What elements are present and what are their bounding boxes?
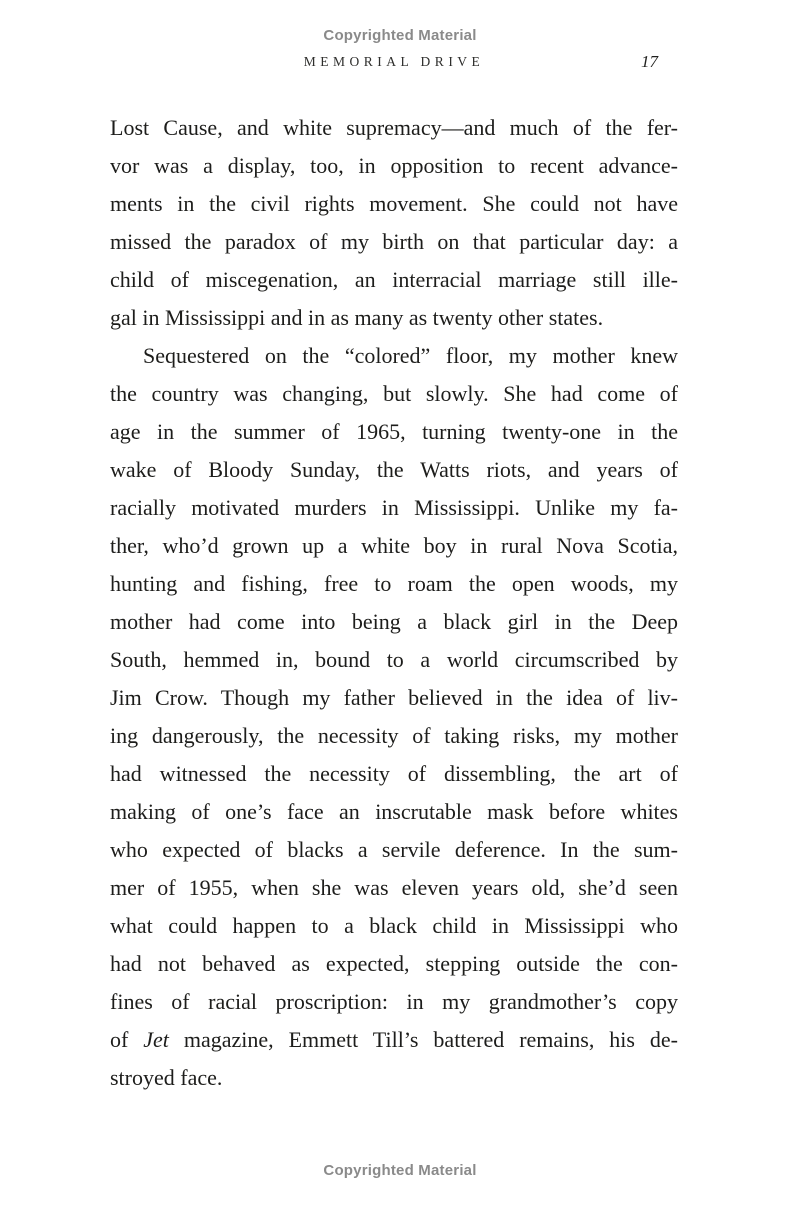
- text-segment: wake of Bloody Sunday, the Watts riots, and years of: [110, 457, 678, 482]
- text-line: [110, 641, 678, 679]
- text-segment: South, hemmed in, bound to a world circumscribed by: [110, 647, 678, 672]
- text-line: [110, 223, 678, 261]
- text-segment: missed the paradox of my birth on that particular day: a: [110, 229, 678, 254]
- text-line: [110, 831, 678, 869]
- running-header: [110, 53, 678, 71]
- text-line: [110, 489, 678, 527]
- text-segment: Jim Crow. Though my father believed in the idea of liv-: [110, 685, 678, 710]
- text-line: [110, 907, 678, 945]
- text-line: [110, 679, 678, 717]
- text-segment: mer of 1955, when she was eleven years old, she’d seen: [110, 875, 678, 900]
- text-segment: had witnessed the necessity of dissembling, the art of: [110, 761, 678, 786]
- text-line: [110, 299, 678, 337]
- text-segment: age in the summer of 1965, turning twenty-one in the: [110, 419, 678, 444]
- text-line: [110, 451, 678, 489]
- text-segment: magazine, Emmett Till’s battered remains, his de-: [168, 1027, 679, 1052]
- text-line: [110, 945, 678, 983]
- text-line: [110, 717, 678, 755]
- text-segment: ments in the civil rights movement. She could not have: [110, 191, 678, 216]
- text-line: [110, 1059, 678, 1097]
- text-segment: Sequestered on the “colored” floor, my mother knew: [143, 343, 678, 368]
- text-segment: what could happen to a black child in Mississippi who: [110, 913, 678, 938]
- running-header-title: MEMORIAL DRIVE: [303, 54, 485, 69]
- text-segment: gal in Mississippi and in as many as twenty other states.: [110, 305, 604, 330]
- text-line: [110, 413, 678, 451]
- text-segment: ing dangerously, the necessity of taking risks, my mother: [110, 723, 678, 748]
- text-line: [110, 755, 678, 793]
- text-line: [110, 375, 678, 413]
- page-number: 17: [641, 52, 658, 71]
- text-line: [110, 565, 678, 603]
- italic-text: Jet: [143, 1027, 169, 1052]
- paragraph: [110, 109, 678, 337]
- text-line: [110, 261, 678, 299]
- text-segment: Lost Cause, and white supremacy—and much of the fer-: [110, 115, 678, 140]
- paragraph: [110, 337, 678, 1097]
- text-segment: stroyed face.: [110, 1065, 223, 1090]
- text-line: [110, 1021, 678, 1059]
- text-line: [110, 109, 678, 147]
- text-segment: making of one’s face an inscrutable mask before whites: [110, 799, 678, 824]
- text-segment: vor was a display, too, in opposition to recent advance-: [110, 153, 678, 178]
- text-segment: who expected of blacks a servile deference. In the sum-: [110, 837, 678, 862]
- body-text: [110, 109, 678, 1097]
- text-segment: hunting and fishing, free to roam the open woods, my: [110, 571, 678, 596]
- copyright-notice-top: Copyrighted Material: [323, 27, 477, 44]
- text-segment: racially motivated murders in Mississippi. Unlike my fa-: [110, 495, 678, 520]
- text-segment: child of miscegenation, an interracial marriage still ille-: [110, 267, 678, 292]
- copyright-notice-bottom: Copyrighted Material: [323, 1162, 477, 1179]
- text-segment: of: [110, 1027, 144, 1052]
- text-line: [110, 983, 678, 1021]
- text-line: [110, 527, 678, 565]
- text-segment: fines of racial proscription: in my grandmother’s copy: [110, 989, 678, 1014]
- text-line: [110, 793, 678, 831]
- text-line: [110, 147, 678, 185]
- text-line: [110, 337, 678, 375]
- text-segment: had not behaved as expected, stepping outside the con-: [110, 951, 678, 976]
- text-segment: the country was changing, but slowly. She had come of: [110, 381, 678, 406]
- text-segment: mother had come into being a black girl in the Deep: [110, 609, 678, 634]
- text-line: [110, 185, 678, 223]
- text-segment: ther, who’d grown up a white boy in rural Nova Scotia,: [110, 533, 678, 558]
- text-line: [110, 869, 678, 907]
- text-line: [110, 603, 678, 641]
